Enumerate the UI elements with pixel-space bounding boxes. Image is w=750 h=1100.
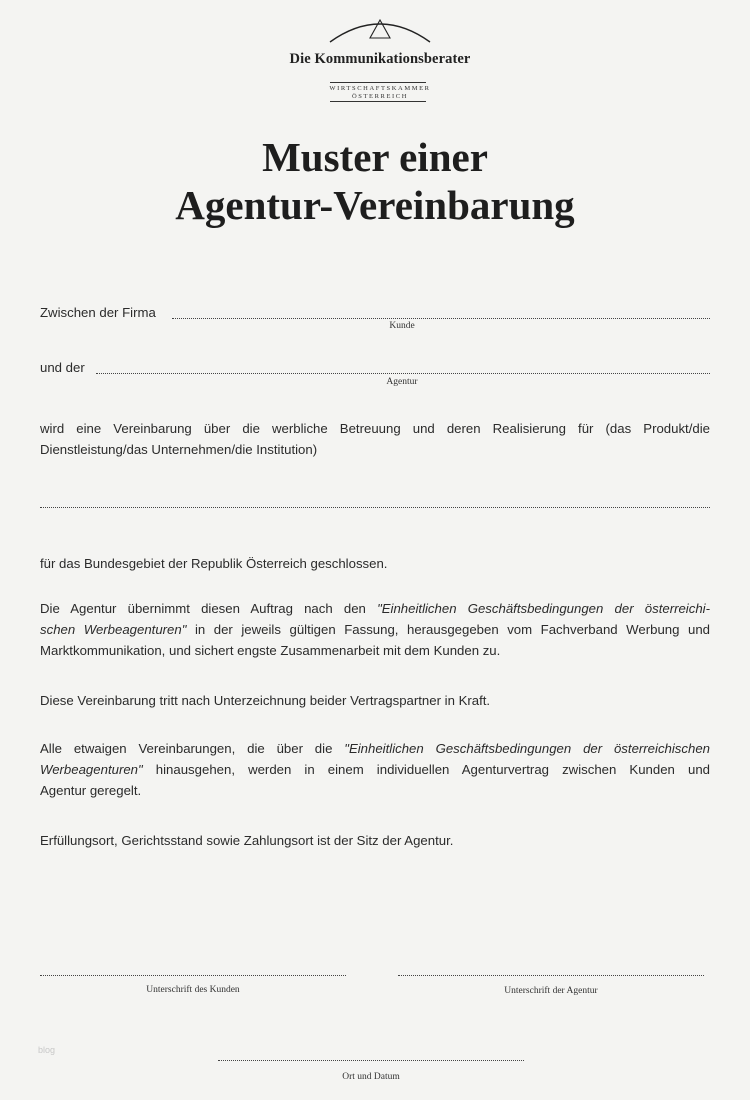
org-subtitle-1: WIRTSCHAFTSKAMMER (329, 85, 431, 92)
paragraph-text: hinausgehen, werden in einem individuellen Agenturvertrag zwischen Kunden und (142, 762, 710, 777)
produkt-input-line[interactable] (40, 507, 710, 508)
paragraph-text: Die Agentur übernimmt diesen Auftrag nach den (40, 601, 378, 616)
paragraph-line (40, 759, 710, 780)
paragraph-line: Erfüllungsort, Gerichtsstand sowie Zahlungsort ist der Sitz der Agentur. (40, 833, 454, 848)
org-name: Die Kommunikationsberater (289, 51, 471, 67)
paragraph-line: Marktkommunikation, und sichert engste Zusammenarbeit mit dem Kunden zu. (40, 643, 501, 658)
paragraph-zusatzvereinbarungen (40, 738, 710, 801)
paragraph-inkrafttreten (40, 690, 710, 711)
ort-datum-caption: Ort und Datum (342, 1072, 400, 1082)
logo-arc-icon (325, 14, 435, 44)
agentur-label: und der (40, 360, 85, 375)
watermark: blog (38, 1045, 56, 1055)
paragraph-text: Alle etwaigen Vereinbarungen, die über die (40, 741, 345, 756)
org-logo (280, 14, 480, 100)
paragraph-text: in der jeweils gültigen Fassung, herausgegeben vom Fachverband Werbung und (186, 622, 710, 637)
paragraph-vereinbarung (40, 418, 710, 460)
ort-datum-line[interactable] (218, 1060, 524, 1061)
italic-reference: schen Werbeagenturen" (40, 622, 187, 637)
paragraph-line: für das Bundesgebiet der Republik Österreich geschlossen. (40, 556, 388, 571)
italic-reference: Werbeagenturen" (40, 762, 143, 777)
italic-reference: "Einheitlichen Geschäftsbedingungen der österreichischen (344, 741, 710, 756)
firma-caption: Kunde (389, 321, 415, 331)
logo-divider (330, 82, 426, 83)
paragraph-line: Dienstleistung/das Unternehmen/die Institution) (40, 442, 318, 457)
agentur-caption: Agentur (386, 377, 418, 387)
paragraph-line: wird eine Vereinbarung über die werbliche Betreuung und deren Realisierung für (das Produkt/die (40, 421, 710, 436)
signature-caption-agentur: Unterschrift der Agentur (504, 986, 598, 996)
page-title-line-1: Muster einer (262, 134, 488, 180)
paragraph-line (40, 598, 710, 619)
firma-input-line[interactable] (172, 318, 710, 319)
italic-reference: "Einheitlichen Geschäftsbedingungen der österreichi- (377, 601, 710, 616)
page-title-line-2: Agentur-Vereinbarung (175, 182, 575, 228)
firma-label: Zwischen der Firma (40, 305, 156, 320)
paragraph-bundesgebiet (40, 553, 710, 574)
paragraph-auftrag (40, 598, 710, 661)
signature-line-kunde[interactable] (40, 975, 346, 976)
signature-caption-kunde: Unterschrift des Kunden (146, 985, 240, 995)
paragraph-erfuellungsort (40, 830, 710, 851)
agentur-input-line[interactable] (96, 373, 710, 374)
logo-divider-bottom (330, 101, 426, 102)
paragraph-line (40, 619, 710, 640)
paragraph-line: Agentur geregelt. (40, 783, 142, 798)
paragraph-line (40, 738, 710, 759)
org-subtitle-2: ÖSTERREICH (351, 93, 409, 100)
signature-line-agentur[interactable] (398, 975, 704, 976)
paragraph-line: Diese Vereinbarung tritt nach Unterzeichnung beider Vertragspartner in Kraft. (40, 693, 491, 708)
